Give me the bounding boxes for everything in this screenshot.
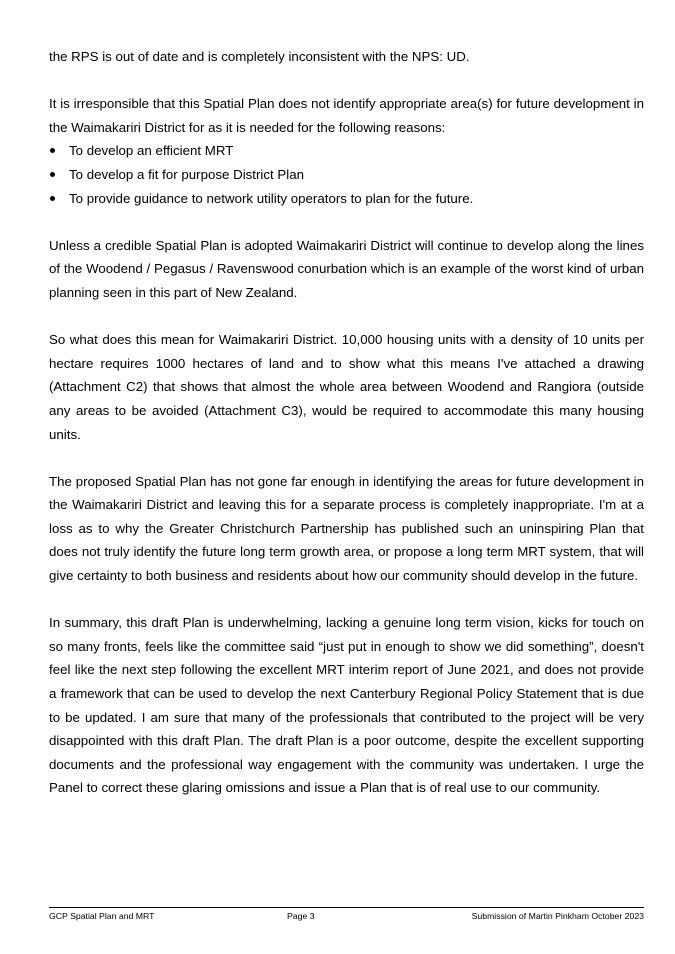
footer-page-number: Page 3 (287, 911, 315, 921)
list-item: To provide guidance to network utility operators to plan for the future. (49, 187, 644, 211)
bullet-icon (50, 172, 55, 177)
footer-document-title: GCP Spatial Plan and MRT (49, 911, 155, 921)
paragraph-housing-units: So what does this mean for Waimakariri District. 10,000 housing units with a density of 10 units per hectare requires 1000 hectares of land and to show what this means I've attached a drawing (Attachment C2) that shows that almost the whole area between Woodend and Rangiora (outside any areas to be avoided (Attachment C3), would be required to accommodate this many housing units. (49, 332, 644, 442)
footer-submission-info: Submission of Martin Pinkham October 2023 (471, 911, 644, 921)
paragraph-rps: the RPS is out of date and is completely inconsistent with the NPS: UD. (49, 49, 470, 64)
reasons-list (49, 139, 644, 210)
paragraph-irresponsible: It is irresponsible that this Spatial Plan does not identify appropriate area(s) for future development in the Waimakariri District for as it is needed for the following reasons: (49, 96, 644, 135)
paragraph-proposed-plan: The proposed Spatial Plan has not gone far enough in identifying the areas for future development in the Waimakariri District and leaving this for a separate process is completely inappropriate. I'm at a loss as to why the Greater Christchurch Partnership has published such an uninspiring Plan that does not truly identify the future long term growth area, or propose a long term MRT system, that will give certainty to both business and residents about how our community should develop in the future. (49, 473, 644, 584)
document-body (49, 45, 644, 824)
bullet-icon (50, 148, 55, 153)
list-item: To develop a fit for purpose District Plan (49, 163, 644, 187)
bullet-icon (50, 196, 55, 201)
paragraph-credible-plan: Unless a credible Spatial Plan is adopted Waimakariri District will continue to develop along the lines of the Woodend / Pegasus / Ravenswood conurbation which is an example of the worst kind of urban planning seen in this part of New Zealand. (49, 237, 644, 300)
footer-divider (49, 907, 644, 908)
list-item: To develop an efficient MRT (49, 139, 644, 163)
paragraph-summary: In summary, this draft Plan is underwhelming, lacking a genuine long term vision, kicks for touch on so many fronts, feels like the committee said “just put in enough to show we did something”, doesn't feel like the next step following the excellent MRT interim report of June 2021, and does not provide a framework that can be used to develop the next Canterbury Regional Policy Statement that is due to be updated. I am sure that many of the professionals that contributed to the project will be very disappointed with this draft Plan. The draft Plan is a poor outcome, despite the excellent supporting documents and the professional way engagement with the community was undertaken. I urge the Panel to correct these glaring omissions and issue a Plan that is of real use to our community. (49, 615, 644, 796)
page-footer (49, 910, 644, 924)
